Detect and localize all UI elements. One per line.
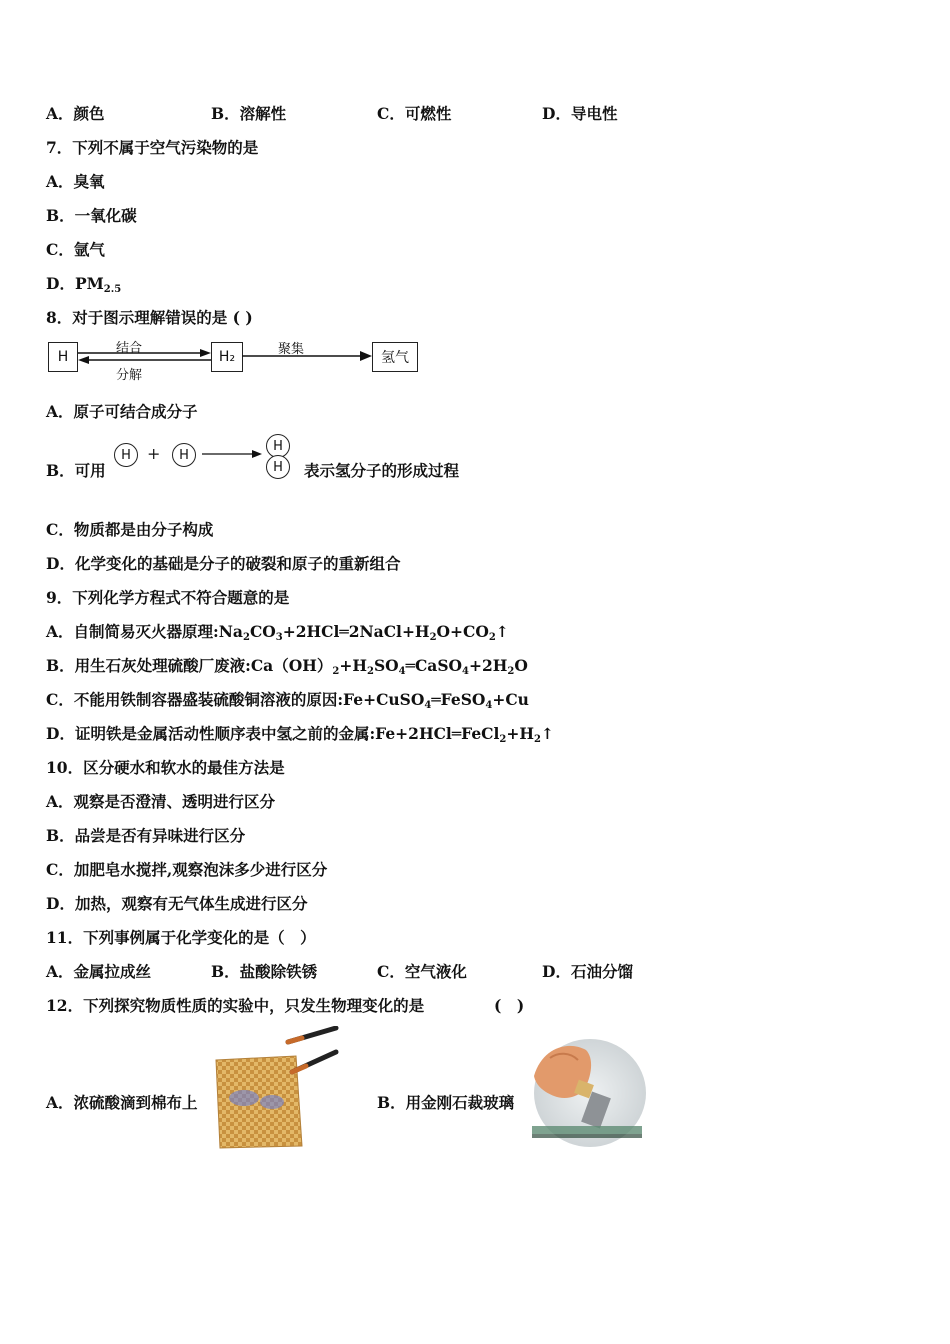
q7-option-b: B．一氧化碳 [46, 206, 137, 225]
q7-option-a: A．臭氧 [46, 172, 105, 191]
q12-answer-paren: ( ) [494, 996, 525, 1015]
diamond-cut-glass-image [528, 1038, 646, 1148]
q8-option-c: C．物质都是由分子构成 [46, 520, 214, 539]
q12-stem: 12．下列探究物质性质的实验中，只发生物理变化的是 [46, 996, 425, 1015]
q8-option-b-suffix: 表示氢分子的形成过程 [304, 461, 460, 480]
q8-option-d: D．化学变化的基础是分子的破裂和原子的重新组合 [46, 554, 401, 573]
q11-option-b: B．盐酸除铁锈 [211, 962, 318, 981]
h-atom-box: H [48, 342, 78, 372]
decompose-arrowhead-icon [78, 356, 89, 364]
q10-option-d: D．加热，观察有无气体生成进行区分 [46, 894, 308, 913]
q8-stem: 8．对于图示理解错误的是 ( ) [46, 308, 253, 327]
combine-arrowhead-icon [200, 349, 211, 357]
plus-sign: + [147, 444, 161, 463]
q8-arrows [76, 345, 376, 367]
combine-label: 结合 [116, 341, 143, 356]
q10-option-c: C．加肥皂水搅拌,观察泡沫多少进行区分 [46, 860, 328, 879]
q10-option-b: B．品尝是否有异味进行区分 [46, 826, 246, 845]
acid-stain [260, 1095, 284, 1109]
q9-stem: 9．下列化学方程式不符合题意的是 [46, 588, 290, 607]
q9-option-b: B．用生石灰处理硫酸厂废液$:Ca(OH)_2+H_2SO_4═CaSO_4+2H_2O$ [46, 656, 528, 677]
q11-option-a: A．金属拉成丝 [46, 962, 152, 981]
q11-option-d: D．石油分馏 [542, 962, 633, 981]
q8-option-b-prefix: B．可用 [46, 461, 106, 480]
acid-stain [229, 1090, 259, 1106]
cotton-cloth [216, 1056, 302, 1148]
h-atom-icon: H [266, 455, 290, 479]
q8-option-a: A．原子可结合成分子 [46, 402, 198, 421]
h-atom-icon: H [266, 434, 290, 458]
q6-option-c: C．可燃性 [377, 104, 452, 123]
formation-arrow [200, 447, 264, 461]
q10-option-a: A．观察是否澄清、透明进行区分 [46, 792, 276, 811]
q7-option-c: C．氩气 [46, 240, 105, 259]
gather-arrowhead-icon [360, 351, 372, 361]
h-atom-icon: H [172, 443, 196, 467]
h2-molecule-box: H₂ [211, 342, 243, 372]
glass-pane [532, 1126, 642, 1134]
h-atom-icon: H [114, 443, 138, 467]
q7-stem: 7．下列不属于空气污染物的是 [46, 138, 259, 157]
gather-label: 聚集 [278, 342, 305, 357]
decompose-label: 分解 [116, 368, 143, 383]
q9-option-a: A．自制简易灭火器原理$:Na_2CO_3+2HCl═2NaCl+H_2O+CO_2↑$ [46, 622, 509, 643]
q9-option-d: D．证明铁是金属活动性顺序表中氢之前的金属$:Fe+2HCl═FeCl_2+H_2↑$ [46, 724, 554, 745]
q10-stem: 10．区分硬水和软水的最佳方法是 [46, 758, 285, 777]
arrowhead-icon [252, 450, 262, 458]
q12-option-a: A．浓硫酸滴到棉布上 [46, 1093, 198, 1112]
q11-stem: 11．下列事例属于化学变化的是（ ） [46, 928, 316, 947]
q6-option-a: A．颜色 [46, 104, 105, 123]
q6-option-d: D．导电性 [542, 104, 618, 123]
cotton-cloth-acid-image [214, 1026, 340, 1150]
q7-option-d: D．$PM_{2.5}$ [46, 274, 122, 295]
hydrogen-gas-box: 氢气 [372, 342, 418, 372]
q9-option-c: C．不能用铁制容器盛装硫酸铜溶液的原因:Fe+CuSO$_4$═FeSO$_4$+Cu [46, 690, 529, 711]
q12-option-b: B．用金刚石裁玻璃 [377, 1093, 515, 1112]
q6-option-b: B．溶解性 [211, 104, 287, 123]
q11-option-c: C．空气液化 [377, 962, 467, 981]
